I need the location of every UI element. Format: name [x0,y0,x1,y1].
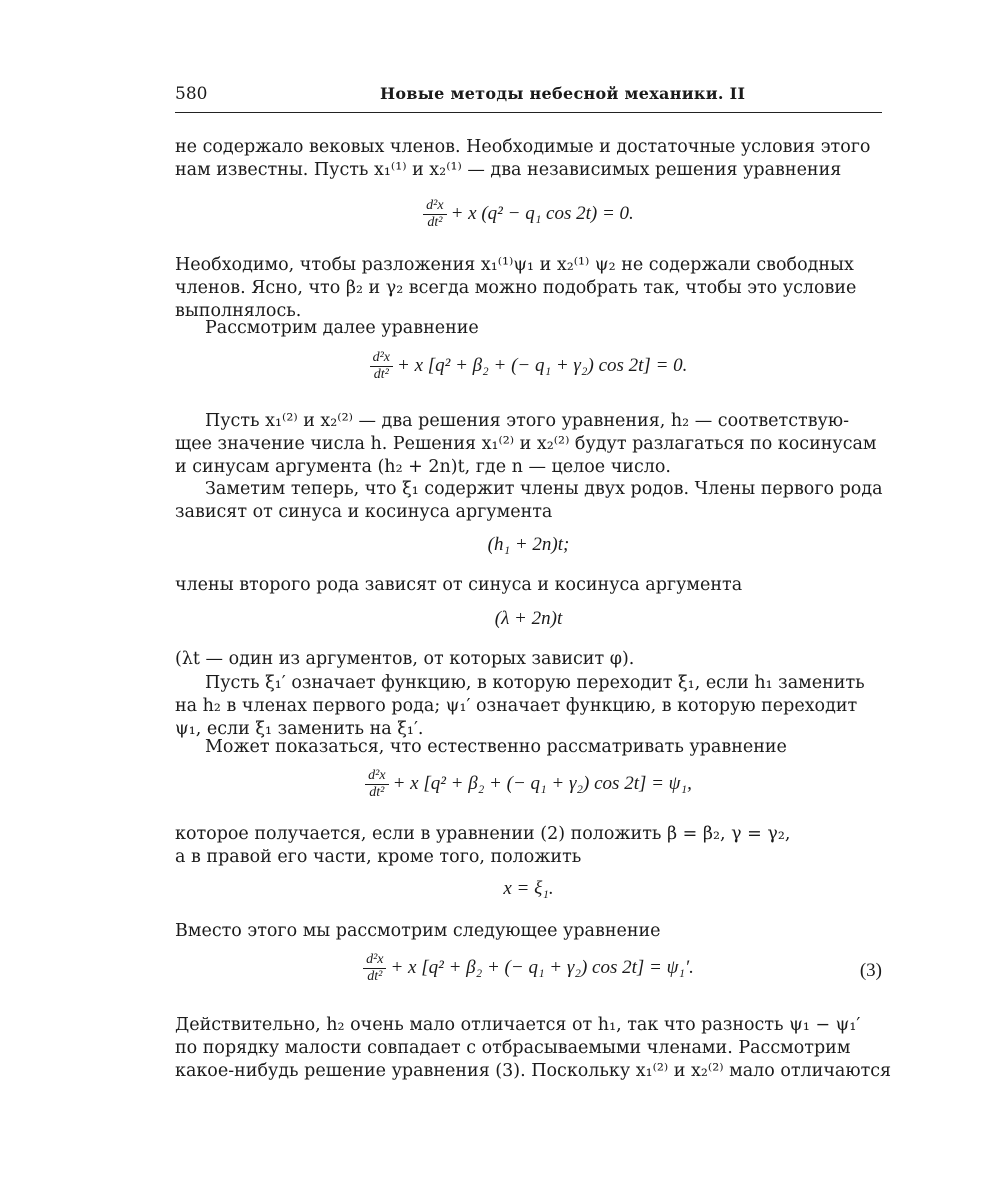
text-line: Пусть x₁⁽²⁾ и x₂⁽²⁾ — два решения этого уравнения, h₂ — соответствую- [205,411,849,431]
fraction-numerator: d²x [370,350,393,367]
fraction-numerator: d²x [423,198,446,215]
text-line: Заметим теперь, что ξ₁ содержит члены двух родов. Члены первого рода [205,479,883,499]
text-line: по порядку малости совпадает с отбрасываемыми членами. Рассмотрим [175,1038,851,1058]
text-line: Необходимо, чтобы разложения x₁⁽¹⁾ψ₁ и x₂⁽¹⁾ ψ₂ не содержали свободных [175,255,854,275]
text-line: которое получается, если в уравнении (2) положить β = β₂, γ = γ₂, [175,824,791,844]
paragraph-9 [175,736,882,759]
equation-4: (λ + 2n)t [494,608,563,629]
text-line: Может показаться, что естественно рассматривать уравнение [205,737,787,757]
paragraph-12 [175,1014,892,1083]
text-line: зависят от синуса и косинуса аргумента [175,502,553,522]
paragraph-4 [175,410,882,479]
paragraph-7 [175,648,882,671]
running-title: Новые методы небесной механики. II [380,84,746,103]
text-line: (λt — один из аргументов, от которых зависит φ). [175,649,635,669]
text-line: Рассмотрим далее уравнение [205,318,479,338]
paragraph-10 [175,823,882,869]
fraction [365,768,388,801]
fraction-numerator: d²x [365,768,388,785]
equation-3: (h₁ + 2n)t; [487,534,570,555]
text-line: Действительно, h₂ очень мало отличается от h₁, так что разность ψ₁ − ψ₁′ [175,1015,861,1035]
equation-body: + x [q² + β₂ + (− q₁ + γ₂) cos 2t] = 0. [397,354,688,376]
fraction-denominator: dt² [427,215,443,230]
equation-number: (3) [859,960,882,981]
text-line: членов. Ясно, что β₂ и γ₂ всегда можно подобрать так, чтобы это условие [175,278,857,298]
paragraph-2 [175,254,882,323]
fraction [423,198,446,231]
page-number: 580 [175,84,208,104]
text-line: ψ₁, если ξ₁ заменить на ξ₁′. [175,719,424,739]
text-line: Пусть ξ₁′ означает функцию, в которую переходит ξ₁, если h₁ заменить [205,673,865,693]
text-line: на h₂ в членах первого рода; ψ₁′ означает функцию, в которую переходит [175,696,858,716]
paragraph-8 [175,672,882,741]
fraction [363,952,386,985]
equation-6: x = ξ₁. [503,878,554,899]
equation-2 [175,350,882,383]
equation-body: + x [q² + β₂ + (− q₁ + γ₂) cos 2t] = ψ₁, [392,772,692,794]
text-line: нам известны. Пусть x₁⁽¹⁾ и x₂⁽¹⁾ — два независимых решения уравнения [175,160,842,180]
text-line: а в правой его части, кроме того, положить [175,847,582,867]
fraction-numerator: d²x [363,952,386,969]
running-header [175,84,882,108]
equation-7 [175,952,882,985]
paragraph-3 [175,317,882,340]
text-line: и синусам аргумента (h₂ + 2n)t, где n — целое число. [175,457,671,477]
equation-body: + x [q² + β₂ + (− q₁ + γ₂) cos 2t] = ψ₁′. [390,956,694,978]
text-line: щее значение числа h. Решения x₁⁽²⁾ и x₂⁽²⁾ будут разлагаться по косинусам [175,434,877,454]
fraction [370,350,393,383]
text-line: выполнялось. [175,301,302,321]
paragraph-5 [175,478,882,524]
text-line: Вместо этого мы рассмотрим следующее уравнение [175,921,661,941]
fraction-denominator: dt² [367,969,383,984]
equation-1 [175,198,882,231]
text-line: не содержало вековых членов. Необходимые и достаточные условия этого [175,137,871,157]
paragraph-11 [175,920,882,943]
paragraph-1 [175,136,882,182]
header-rule [175,112,882,113]
fraction-denominator: dt² [369,785,385,800]
equation-body: + x (q² − q₁ cos 2t) = 0. [450,202,634,224]
equation-5 [175,768,882,801]
fraction-denominator: dt² [373,367,389,382]
paragraph-6 [175,574,882,597]
text-line: члены второго рода зависят от синуса и косинуса аргумента [175,575,743,595]
text-line: какое-нибудь решение уравнения (3). Поскольку x₁⁽²⁾ и x₂⁽²⁾ мало отличаются [175,1061,892,1081]
